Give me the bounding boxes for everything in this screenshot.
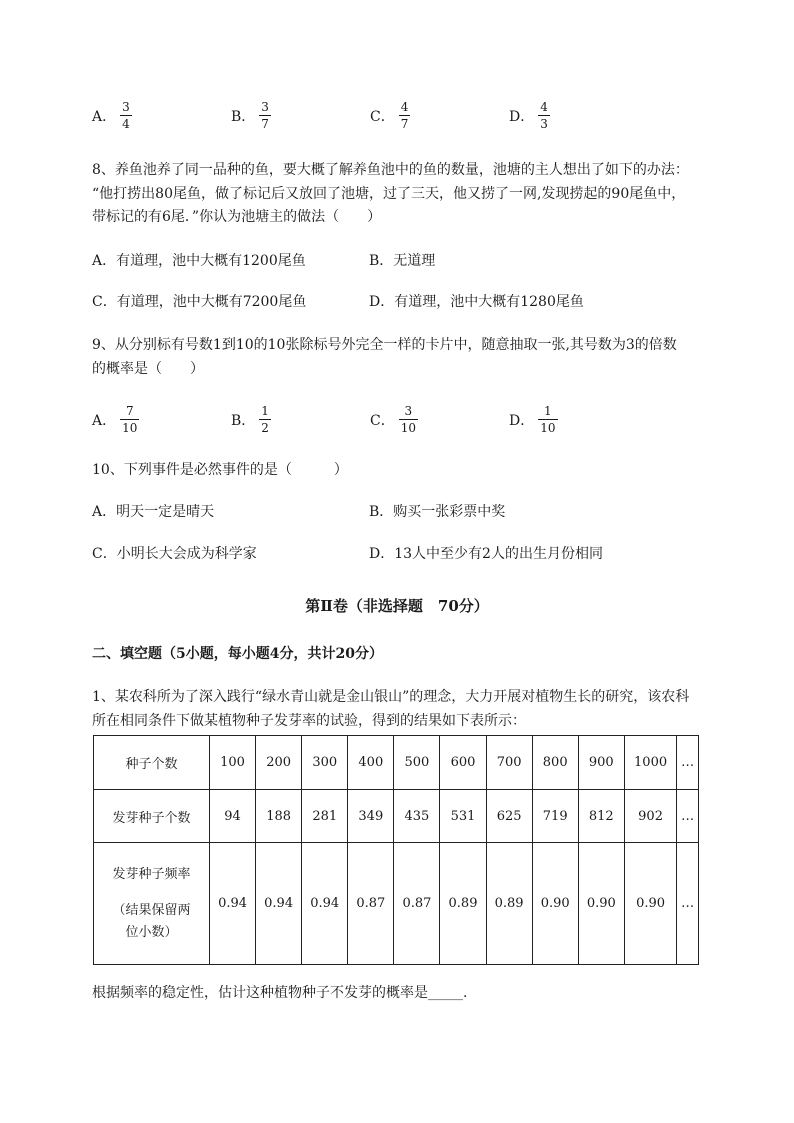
fraction: $\frac{3}{7}$	[261, 100, 269, 131]
section2-heading: 二、填空题（5小题，每小题4分，共计20分）	[92, 646, 383, 662]
table-cell: …	[677, 790, 699, 843]
q8-stem-line1: 8、养鱼池养了同一品种的鱼，要大概了解养鱼池中的鱼的数量，池塘的主人想出了如下的办法：	[92, 162, 689, 178]
table-cell: 0.90	[532, 843, 578, 965]
fraction: $\frac{3}{4}$	[122, 100, 130, 131]
table-cell: 500	[394, 736, 440, 790]
row-header-germination-rate	[94, 843, 210, 965]
table-cell: 0.89	[486, 843, 532, 965]
table-cell: 400	[348, 736, 394, 790]
q8-stem-line2: “他打捞出80尾鱼，做了标记后又放回了池塘，过了三天，他又捞了一网,发现捞起的90尾鱼中，	[92, 186, 686, 202]
table-cell: 0.87	[394, 843, 440, 965]
fraction: $\frac{1}{2}$	[261, 404, 269, 435]
option-letter: D．	[509, 412, 535, 429]
table-cell: 0.89	[440, 843, 486, 965]
table-cell: 1000	[624, 736, 676, 790]
fraction: $\frac{1}{10}$	[540, 404, 556, 435]
table-cell: 812	[578, 790, 624, 843]
fill1-stem-line2: 所在相同条件下做某植物种子发芽率的试验，得到的结果如下表所示：	[92, 713, 526, 729]
option-letter: C．	[370, 412, 395, 429]
table-cell: 531	[440, 790, 486, 843]
table-row	[94, 790, 699, 843]
q7-option-a[interactable]	[92, 100, 132, 131]
table-cell: 0.94	[256, 843, 302, 965]
table-cell: 625	[486, 790, 532, 843]
table-cell: 281	[302, 790, 348, 843]
q9-option-c[interactable]	[370, 404, 418, 435]
table-cell: 0.90	[578, 843, 624, 965]
table-cell: 0.87	[348, 843, 394, 965]
q7-option-d[interactable]	[509, 100, 550, 131]
row-header-seed-count: 种子个数	[94, 736, 210, 790]
table-cell: 100	[210, 736, 256, 790]
q9-stem-line2: 的概率是（ ）	[92, 361, 204, 377]
q10-option-b[interactable]: B．购买一张彩票中奖	[369, 504, 506, 520]
table-cell: 349	[348, 790, 394, 843]
table-cell: 200	[256, 736, 302, 790]
q10-stem: 10、下列事件是必然事件的是（ ）	[92, 462, 348, 478]
table-cell: 0.94	[210, 843, 256, 965]
q9-stem-line1: 9、从分别标有号数1到10的10张除标号外完全一样的卡片中，随意抽取一张,其号数为3的倍数	[92, 337, 677, 353]
germination-table	[93, 735, 699, 965]
option-letter: D．	[509, 108, 535, 125]
table-cell: 94	[210, 790, 256, 843]
table-cell: 0.90	[624, 843, 676, 965]
fraction: $\frac{4}{7}$	[400, 100, 409, 131]
table-cell: 0.94	[302, 843, 348, 965]
table-row	[94, 736, 699, 790]
q10-option-d[interactable]: D．13人中至少有2人的出生月份相同	[369, 546, 603, 562]
option-letter: A．	[92, 108, 117, 125]
table-cell: 300	[302, 736, 348, 790]
q7-option-b[interactable]	[231, 100, 271, 131]
option-letter: B．	[231, 108, 256, 125]
option-letter: C．	[370, 108, 395, 125]
fraction: $\frac{3}{10}$	[400, 404, 416, 435]
q8-option-a[interactable]: A．有道理，池中大概有1200尾鱼	[92, 253, 306, 269]
q10-option-c[interactable]: C．小明长大会成为科学家	[92, 546, 257, 562]
table-cell: 600	[440, 736, 486, 790]
q9-option-d[interactable]	[509, 404, 558, 435]
q10-option-a[interactable]: A．明天一定是晴天	[92, 504, 215, 520]
option-letter: A．	[92, 412, 117, 429]
table-cell: 902	[624, 790, 676, 843]
row-header-line: （结果保留两	[112, 902, 191, 918]
table-cell: 800	[532, 736, 578, 790]
q9-option-b[interactable]	[231, 404, 271, 435]
option-letter: B．	[231, 412, 256, 429]
table-row	[94, 843, 699, 965]
table-cell: 188	[256, 790, 302, 843]
table-cell: 700	[486, 736, 532, 790]
fill1-stem-line1: 1、某农科所为了深入践行“绿水青山就是金山银山”的理念，大力开展对植物生长的研究，该农科	[92, 689, 690, 705]
table-cell: 719	[532, 790, 578, 843]
q8-option-d[interactable]: D．有道理，池中大概有1280尾鱼	[369, 294, 584, 310]
row-header-germinated-count: 发芽种子个数	[94, 790, 210, 843]
row-header-line: 位小数）	[125, 924, 178, 940]
q7-option-c[interactable]	[370, 100, 410, 131]
table-cell: …	[677, 736, 699, 790]
q8-option-b[interactable]: B．无道理	[369, 253, 436, 269]
fraction: $\frac{7}{10}$	[122, 404, 138, 435]
part2-title: 第Ⅱ卷（非选择题 70分）	[305, 597, 489, 615]
q8-stem-line3: 带标记的有6尾．”你认为池塘主的做法（ ）	[92, 209, 382, 225]
table-cell: 900	[578, 736, 624, 790]
fraction: $\frac{4}{3}$	[540, 100, 548, 131]
table-cell: 435	[394, 790, 440, 843]
q9-option-a[interactable]	[92, 404, 139, 435]
table-cell: …	[677, 843, 699, 965]
fill1-conclusion: 根据频率的稳定性，估计这种植物种子不发芽的概率是_____.	[92, 985, 468, 1001]
q8-option-c[interactable]: C．有道理，池中大概有7200尾鱼	[92, 294, 307, 310]
row-header-line: 发芽种子频率	[112, 866, 191, 882]
